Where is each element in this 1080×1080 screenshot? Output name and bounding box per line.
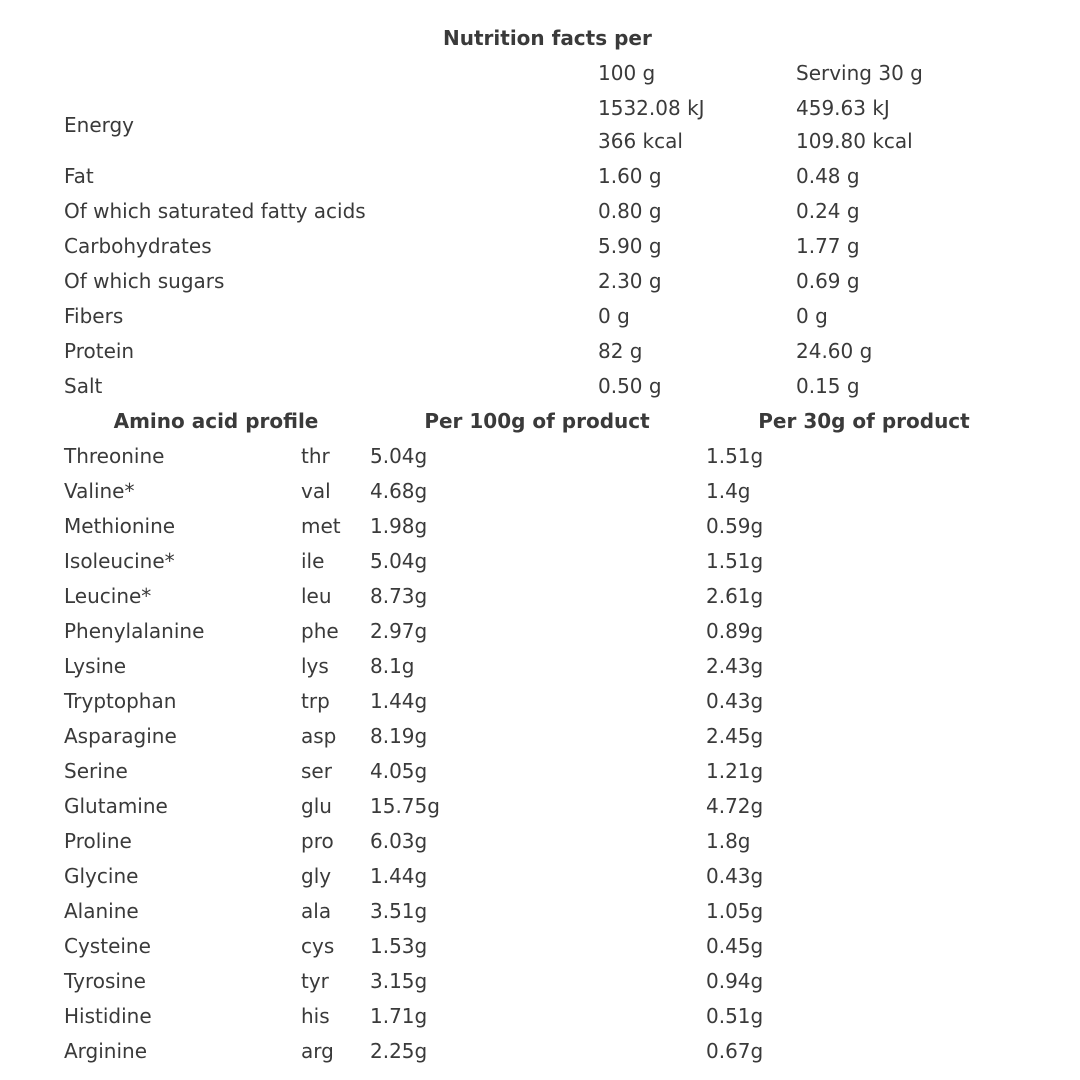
nutrient-per-serving: 0.48 g — [796, 164, 860, 188]
amino-name: Serine — [64, 759, 128, 783]
amino-name: Tryptophan — [64, 689, 177, 713]
amino-abbr: his — [301, 1004, 330, 1028]
nutrient-label: Protein — [64, 339, 135, 363]
amino-abbr: tyr — [301, 969, 329, 993]
amino-name: Tyrosine — [64, 969, 146, 993]
amino-abbr: cys — [301, 934, 335, 958]
column-header-100g: 100 g — [598, 61, 656, 85]
energy-kcal-serving: 109.80 kcal — [796, 129, 913, 153]
amino-per-100g: 3.51g — [370, 899, 428, 923]
nutrient-per-serving: 0.24 g — [796, 199, 860, 223]
amino-per-100g: 15.75g — [370, 794, 440, 818]
amino-abbr: thr — [301, 444, 330, 468]
nutrient-per-serving: 1.77 g — [796, 234, 860, 258]
energy-kj-100g: 1532.08 kJ — [598, 96, 705, 120]
amino-abbr: phe — [301, 619, 339, 643]
amino-per-100g: 2.97g — [370, 619, 428, 643]
amino-abbr: ala — [301, 899, 332, 923]
amino-profile-heading: Amino acid profile — [113, 409, 319, 433]
nutrient-per-serving: 0.15 g — [796, 374, 860, 398]
amino-name: Valine* — [64, 479, 135, 503]
amino-name: Glutamine — [64, 794, 168, 818]
amino-per-30g: 0.94g — [706, 969, 764, 993]
amino-name: Lysine — [64, 654, 127, 678]
nutrient-label: Fibers — [64, 304, 124, 328]
amino-name: Methionine — [64, 514, 176, 538]
amino-abbr: leu — [301, 584, 332, 608]
amino-per-100g: 8.19g — [370, 724, 428, 748]
amino-per-100g: 8.73g — [370, 584, 428, 608]
amino-abbr: glu — [301, 794, 332, 818]
nutrient-per-100g: 82 g — [598, 339, 643, 363]
amino-abbr: trp — [301, 689, 330, 713]
nutrient-per-serving: 24.60 g — [796, 339, 873, 363]
nutrient-label: Carbohydrates — [64, 234, 212, 258]
amino-per-30g: 1.4g — [706, 479, 751, 503]
nutrient-per-100g: 0.80 g — [598, 199, 662, 223]
amino-per-100g: 1.44g — [370, 864, 428, 888]
amino-per-30g: 0.89g — [706, 619, 764, 643]
amino-per-100g: 4.68g — [370, 479, 428, 503]
amino-per-100g: 4.05g — [370, 759, 428, 783]
amino-per-100g: 5.04g — [370, 549, 428, 573]
amino-per-30g: 2.43g — [706, 654, 764, 678]
amino-per-100g: 1.53g — [370, 934, 428, 958]
nutrient-per-100g: 5.90 g — [598, 234, 662, 258]
amino-per-100g: 1.71g — [370, 1004, 428, 1028]
amino-per-100g: 2.25g — [370, 1039, 428, 1063]
amino-name: Histidine — [64, 1004, 152, 1028]
amino-abbr: pro — [301, 829, 334, 853]
amino-name: Cysteine — [64, 934, 151, 958]
amino-per-100g: 8.1g — [370, 654, 415, 678]
amino-name: Threonine — [64, 444, 165, 468]
nutrient-label: Fat — [64, 164, 94, 188]
amino-abbr: lys — [301, 654, 329, 678]
amino-per-100g: 6.03g — [370, 829, 428, 853]
nutrient-per-100g: 1.60 g — [598, 164, 662, 188]
amino-name: Arginine — [64, 1039, 148, 1063]
amino-per-30g: 1.51g — [706, 549, 764, 573]
energy-kcal-100g: 366 kcal — [598, 129, 683, 153]
nutrient-label: Of which sugars — [64, 269, 225, 293]
amino-per-30g: 1.51g — [706, 444, 764, 468]
amino-per-100g: 1.98g — [370, 514, 428, 538]
nutrition-heading: Nutrition facts per — [443, 26, 652, 50]
amino-per100-heading: Per 100g of product — [424, 409, 650, 433]
amino-per-30g: 4.72g — [706, 794, 764, 818]
nutrient-label: Of which saturated fatty acids — [64, 199, 366, 223]
nutrient-per-serving: 0.69 g — [796, 269, 860, 293]
amino-per-30g: 2.61g — [706, 584, 764, 608]
amino-per-100g: 3.15g — [370, 969, 428, 993]
amino-name: Leucine* — [64, 584, 152, 608]
energy-kj-serving: 459.63 kJ — [796, 96, 890, 120]
amino-abbr: ser — [301, 759, 332, 783]
amino-per-30g: 0.45g — [706, 934, 764, 958]
amino-per-30g: 0.67g — [706, 1039, 764, 1063]
amino-abbr: val — [301, 479, 331, 503]
amino-name: Proline — [64, 829, 132, 853]
amino-per-100g: 1.44g — [370, 689, 428, 713]
amino-abbr: arg — [301, 1039, 334, 1063]
amino-name: Phenylalanine — [64, 619, 205, 643]
amino-per-30g: 0.51g — [706, 1004, 764, 1028]
amino-per-30g: 2.45g — [706, 724, 764, 748]
amino-per-100g: 5.04g — [370, 444, 428, 468]
amino-per-30g: 1.05g — [706, 899, 764, 923]
amino-per-30g: 0.43g — [706, 689, 764, 713]
column-header-serving: Serving 30 g — [796, 61, 923, 85]
amino-name: Isoleucine* — [64, 549, 175, 573]
amino-abbr: gly — [301, 864, 332, 888]
amino-name: Glycine — [64, 864, 139, 888]
nutrient-per-100g: 0 g — [598, 304, 630, 328]
nutrient-per-100g: 2.30 g — [598, 269, 662, 293]
amino-per-30g: 1.8g — [706, 829, 751, 853]
amino-abbr: ile — [301, 549, 325, 573]
nutrient-per-serving: 0 g — [796, 304, 828, 328]
nutrient-per-100g: 0.50 g — [598, 374, 662, 398]
amino-abbr: asp — [301, 724, 337, 748]
amino-abbr: met — [301, 514, 341, 538]
amino-per-30g: 1.21g — [706, 759, 764, 783]
amino-per30-heading: Per 30g of product — [758, 409, 970, 433]
energy-label: Energy — [64, 113, 135, 137]
nutrient-label: Salt — [64, 374, 103, 398]
amino-per-30g: 0.43g — [706, 864, 764, 888]
amino-name: Asparagine — [64, 724, 177, 748]
amino-per-30g: 0.59g — [706, 514, 764, 538]
amino-name: Alanine — [64, 899, 139, 923]
